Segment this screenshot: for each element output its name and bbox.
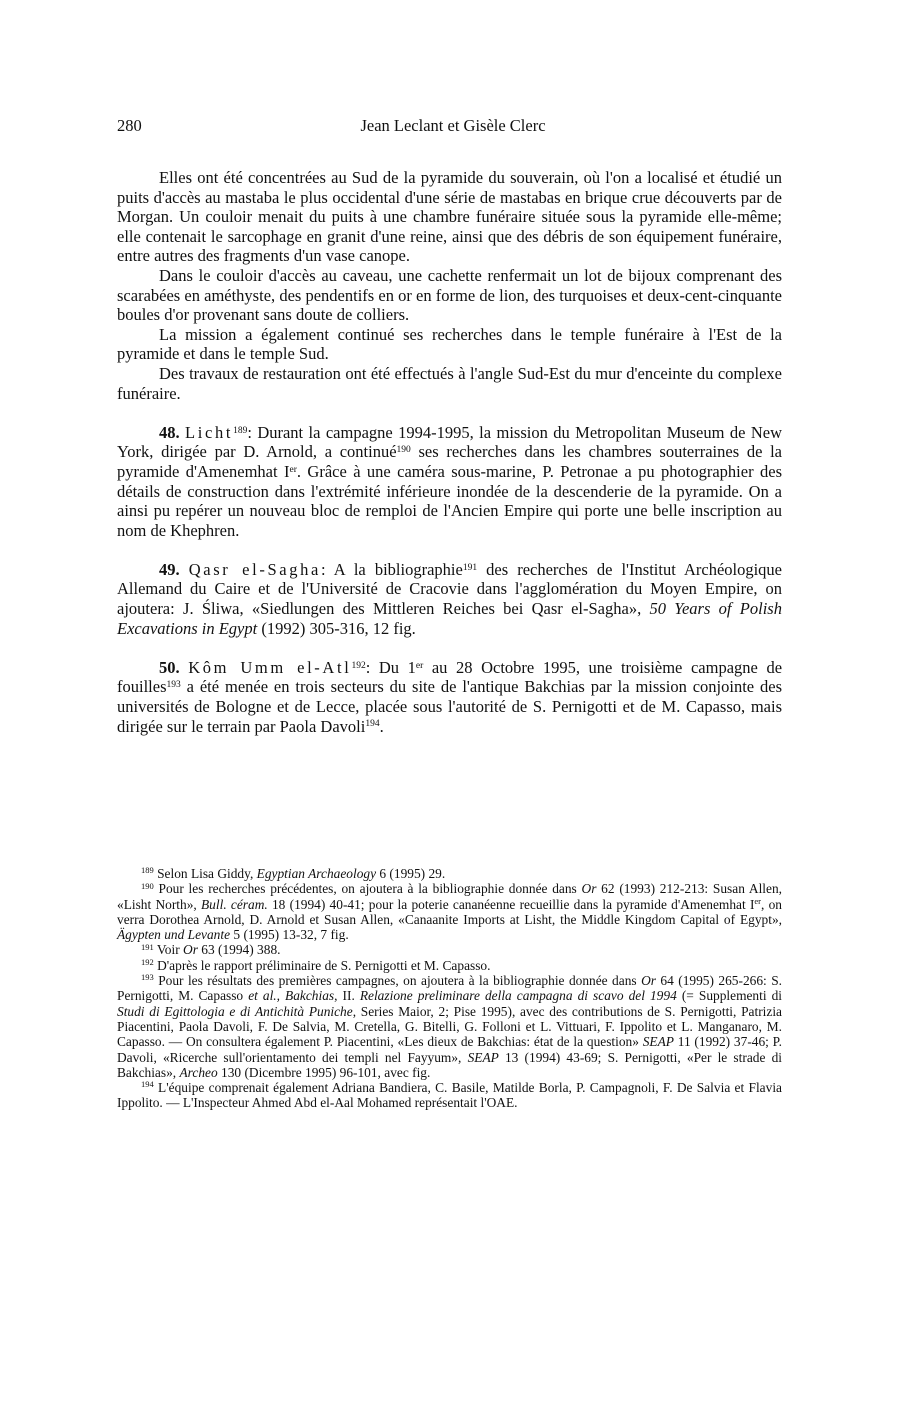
footnote-text: 11 (1992) 37-46; P. Davoli, «Ricerche sull'orientamento dei templi nel Fayyum», (117, 1034, 782, 1065)
footnote-number: 192 (141, 957, 154, 968)
footnote-text: 64 (1995) 265-266: S. Pernigotti, M. Capasso (117, 973, 782, 1004)
paragraph: Elles ont été concentrées au Sud de la pyramide du souverain, où l'on a localisé et étudié un puits d'accès au mastaba le plus occidental d'une série de mastabas en brique crue découverts par de Morgan. Un couloir menait du puits à une chambre funéraire située sous la pyramide elle-même; elle contenait le sarcophage en granit d'une reine, ainsi que des débris de son équipement funéraire, entre autres des fragments d'un vase canope. (117, 168, 782, 266)
footnote-italic: Archeo (179, 1064, 218, 1080)
footnote-ref: 189 (233, 425, 248, 436)
footnote-ref: 193 (166, 680, 181, 691)
footnote-italic: SEAP (467, 1049, 499, 1065)
entry-text: : A la bibliographie (321, 559, 463, 579)
footnotes (117, 866, 782, 1111)
footnote-number: 191 (141, 941, 154, 952)
footnote-text: Pour les recherches précédentes, on ajoutera à la bibliographie donnée dans (153, 881, 582, 897)
footnote-italic: Egyptian Archaeology (256, 866, 377, 881)
footnote-italic: et al., Bakchias (248, 988, 335, 1004)
footnote-italic: SEAP (642, 1034, 674, 1050)
entry-text: ses recherches dans les chambres souterraines de la pyramide d'Amenemhat I (117, 442, 782, 481)
footnote-189 (117, 866, 782, 881)
footnote-190 (117, 881, 782, 942)
footnote-italic: Studi di Egittologia e di Antichità Puniche (117, 1003, 353, 1019)
footnote-italic: Or (581, 881, 597, 897)
footnote-192 (117, 958, 782, 973)
footnote-italic: Relazione preliminare della campagna di scavo del 1994 (359, 988, 677, 1004)
ordinal-superscript: er (415, 660, 424, 671)
entry-number: 49. (159, 559, 180, 579)
footnote-193 (117, 973, 782, 1080)
entry-text: : Du 1 (365, 657, 416, 677)
running-title: Jean Leclant et Gisèle Clerc (360, 116, 546, 135)
entry-text: . Grâce à une caméra sous-marine, P. Petronae a pu photographier des détails de construction dans l'extrémité inférieure inondée de la descenderie de la pyramide. On a ainsi pu repérer un nouveau bloc de remploi de l'Ancien Empire qui porte une belle inscription au nom de Khephren. (117, 461, 782, 540)
site-name: Kôm Umm el-Atl (188, 657, 352, 677)
footnote-text: 63 (1994) 388. (197, 942, 281, 958)
entry-text: (1992) 305-316, 12 fig. (257, 618, 416, 638)
footnote-number: 189 (141, 865, 154, 876)
footnote-number: 193 (141, 972, 154, 983)
footnote-italic: Bull. céram. (201, 896, 268, 912)
footnote-ref: 192 (351, 660, 366, 671)
footnote-text: , II. (334, 988, 360, 1004)
running-header (117, 116, 789, 140)
footnote-text: 6 (1995) 29. (376, 866, 446, 881)
footnote-text: Pour les résultats des premières campagnes, on ajoutera à la bibliographie donnée dans (153, 973, 642, 989)
entry-text: au 28 Octobre 1995, une troisième campagne de fouilles (117, 657, 783, 697)
footnote-text: Voir (153, 942, 184, 958)
footnote-text: 13 (1994) 43-69; S. Pernigotti, «Per le strade di Bakchias», (117, 1049, 782, 1080)
page-number: 280 (117, 116, 142, 135)
footnote-text: D'après le rapport préliminaire de S. Pernigotti et M. Capasso. (153, 957, 491, 973)
footnote-191 (117, 942, 782, 957)
footnote-194 (117, 1080, 782, 1111)
entry-number: 48. (159, 422, 180, 442)
entry-text: des recherches de l'Institut Archéologique Allemand du Caire et de l'Université de Cracovie dans l'agglomération du Moyen Empire, on ajoutera: J. Śliwa, «Siedlungen des Mittleren Reiches bei Qasr el-Sagha», (117, 559, 783, 619)
site-name: Qasr el-Sagha (188, 559, 321, 579)
ordinal-superscript: er (754, 895, 762, 906)
entry-text: a été menée en trois secteurs du site de l'antique Bakchias par la mission conjointe des universités de Bologne et de Lecce, placée sous l'autorité de S. Pernigotti et de M. Capasso, mais dirigée sur le terrain par Paola Davoli (117, 677, 782, 736)
footnote-italic: Ägypten und Levante (117, 927, 231, 943)
footnote-text: 5 (1995) 13-32, 7 fig. (230, 927, 349, 943)
footnote-ref: 190 (396, 445, 411, 456)
footnote-text: 18 (1994) 40-41; pour la poterie cananéenne recueillie dans la pyramide d'Amenemhat I (267, 896, 755, 912)
footnote-text: L'équipe comprenait également Adriana Bandiera, C. Basile, Matilde Borla, P. Campagnoli, F. De Salvia et Flavia Ippolito. — L'Inspecteur Ahmed Abd el-Aal Mohamed représentait l'OAE. (117, 1080, 782, 1111)
footnote-text: , Series Maior, 2; Pise 1995), avec des contributions de S. Pernigotti, Patrizia Piacentini, Paola Davoli, F. De Salvia, M. Cretella, G. Bitelli, G. Folloni et L. Vittuari, F. Ippolito et L. Manganaro, M. Capasso. — On consultera également P. Piacentini, «Les dieux de Bakchias: état de la question» (117, 1003, 782, 1050)
footnote-text: (= Supplementi di (676, 988, 783, 1004)
entry-number: 50. (159, 657, 180, 677)
site-name: Licht (185, 422, 234, 442)
paragraph: La mission a également continué ses recherches dans le temple funéraire à l'Est de la pyramide et dans le temple Sud. (117, 324, 782, 364)
publication-title: 50 Years of Polish Excavations in Egypt (117, 599, 782, 638)
entry-text: : Durant la campagne 1994-1995, la mission du Metropolitan Museum de New York, dirigée par D. Arnold, a continué (117, 422, 782, 462)
footnote-text: Selon Lisa Giddy, (153, 866, 257, 881)
footnote-italic: Or (641, 973, 656, 989)
entry-50 (117, 658, 782, 736)
footnote-ref: 194 (365, 719, 380, 730)
footnote-text: 130 (Dicembre 1995) 96-101, avec fig. (217, 1064, 431, 1080)
footnote-ref: 191 (462, 562, 478, 573)
ordinal-superscript: er (289, 464, 297, 475)
main-text (117, 168, 782, 736)
footnote-text: , on verra Dorothea Arnold, D. Arnold et Susan Allen, «Canaanite Imports at Lisht, the Middle Kingdom Capital of Egypt», (117, 896, 782, 927)
entry-49 (117, 560, 782, 638)
paragraph: Des travaux de restauration ont été effectués à l'angle Sud-Est du mur d'enceinte du complexe funéraire. (117, 363, 782, 403)
paragraph: Dans le couloir d'accès au caveau, une cachette renfermait un lot de bijoux comprenant des scarabées en améthyste, des pendentifs en or en forme de lion, des turquoises et deux-cent-cinquante boules d'or provenant sans doute de colliers. (117, 265, 782, 325)
entry-48 (117, 423, 782, 541)
footnote-italic: Or (183, 942, 198, 958)
footnote-text: 62 (1993) 212-213: Susan Allen, «Lisht North», (117, 881, 783, 912)
footnote-number: 194 (141, 1079, 154, 1090)
footnote-number: 190 (141, 880, 154, 891)
entry-text: . (379, 716, 384, 736)
